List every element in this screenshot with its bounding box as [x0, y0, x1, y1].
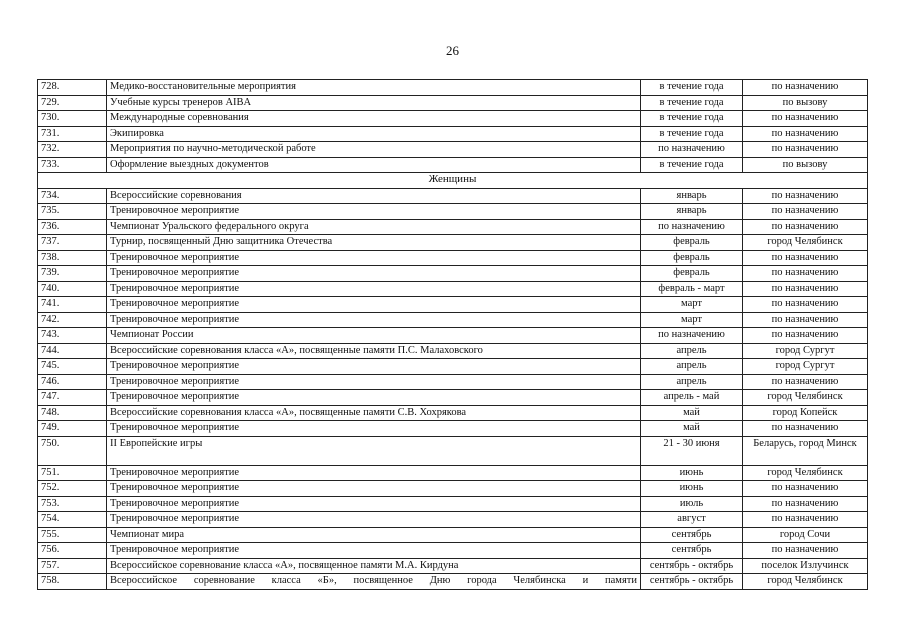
event-period-cell: май [641, 421, 743, 437]
table-row [38, 574, 868, 590]
table-row [38, 343, 868, 359]
row-number-cell: 742. [38, 312, 107, 328]
row-number-cell: 747. [38, 390, 107, 406]
row-number-cell: 756. [38, 543, 107, 559]
event-period-cell: по назначению [641, 219, 743, 235]
event-name-cell: Тренировочное мероприятие [107, 281, 641, 297]
event-name-cell: Тренировочное мероприятие [107, 312, 641, 328]
event-name-cell: Тренировочное мероприятие [107, 204, 641, 220]
table-row [38, 312, 868, 328]
event-name-cell: Мероприятия по научно-методической работе [107, 142, 641, 158]
event-place-cell: город Копейск [743, 405, 868, 421]
event-name-cell: Учебные курсы тренеров AIBA [107, 95, 641, 111]
row-number-cell: 743. [38, 328, 107, 344]
section-row [38, 173, 868, 189]
event-place-cell: по назначению [743, 142, 868, 158]
event-period-cell: в течение года [641, 80, 743, 96]
event-place-cell: по назначению [743, 126, 868, 142]
event-name-cell: Тренировочное мероприятие [107, 496, 641, 512]
table-row [38, 266, 868, 282]
event-period-cell: август [641, 512, 743, 528]
row-number-cell: 734. [38, 188, 107, 204]
row-number-cell: 729. [38, 95, 107, 111]
event-period-cell: 21 - 30 июня [641, 436, 743, 465]
row-number-cell: 739. [38, 266, 107, 282]
event-period-cell: февраль - март [641, 281, 743, 297]
event-place-cell: по назначению [743, 328, 868, 344]
table-row [38, 512, 868, 528]
event-place-cell: по назначению [743, 481, 868, 497]
row-number-cell: 744. [38, 343, 107, 359]
event-period-cell: в течение года [641, 95, 743, 111]
event-place-cell: Беларусь, город Минск [743, 436, 868, 465]
row-number-cell: 736. [38, 219, 107, 235]
event-place-cell: по назначению [743, 512, 868, 528]
event-name-cell: Тренировочное мероприятие [107, 250, 641, 266]
table-row [38, 250, 868, 266]
event-name-cell: Медико-восстановительные мероприятия [107, 80, 641, 96]
table-row [38, 405, 868, 421]
event-place-cell: по назначению [743, 312, 868, 328]
event-period-cell: в течение года [641, 126, 743, 142]
event-name-cell: Тренировочное мероприятие [107, 359, 641, 375]
event-place-cell: город Челябинск [743, 574, 868, 590]
event-period-cell: по назначению [641, 328, 743, 344]
event-period-cell: по назначению [641, 142, 743, 158]
table-row [38, 204, 868, 220]
event-place-cell: город Сургут [743, 359, 868, 375]
table-row [38, 95, 868, 111]
row-number-cell: 738. [38, 250, 107, 266]
event-place-cell: по назначению [743, 80, 868, 96]
event-name-cell: Тренировочное мероприятие [107, 390, 641, 406]
table-row [38, 436, 868, 465]
event-place-cell: по назначению [743, 374, 868, 390]
event-period-cell: февраль [641, 250, 743, 266]
row-number-cell: 754. [38, 512, 107, 528]
row-number-cell: 740. [38, 281, 107, 297]
table-row [38, 543, 868, 559]
event-name-cell: II Европейские игры [107, 436, 641, 465]
event-name-cell: Тренировочное мероприятие [107, 297, 641, 313]
event-name-cell: Тренировочное мероприятие [107, 512, 641, 528]
event-place-cell: по назначению [743, 188, 868, 204]
row-number-cell: 733. [38, 157, 107, 173]
table-row [38, 281, 868, 297]
event-period-cell: март [641, 297, 743, 313]
event-place-cell: по назначению [743, 543, 868, 559]
event-place-cell: город Челябинск [743, 390, 868, 406]
event-period-cell: сентябрь [641, 543, 743, 559]
row-number-cell: 758. [38, 574, 107, 590]
events-table [37, 79, 868, 590]
event-period-cell: сентябрь - октябрь [641, 558, 743, 574]
row-number-cell: 753. [38, 496, 107, 512]
event-period-cell: июнь [641, 465, 743, 481]
event-place-cell: поселок Излучинск [743, 558, 868, 574]
table-row [38, 374, 868, 390]
table-row [38, 157, 868, 173]
event-name-cell: Тренировочное мероприятие [107, 481, 641, 497]
event-place-cell: по назначению [743, 297, 868, 313]
table-row [38, 126, 868, 142]
row-number-cell: 735. [38, 204, 107, 220]
table-row [38, 359, 868, 375]
table-row [38, 527, 868, 543]
row-number-cell: 745. [38, 359, 107, 375]
row-number-cell: 746. [38, 374, 107, 390]
event-place-cell: по назначению [743, 496, 868, 512]
event-period-cell: июль [641, 496, 743, 512]
event-name-cell: Всероссийское соревнование класса «Б», посвященное Дню города Челябинска и памяти [107, 574, 641, 590]
table-row [38, 142, 868, 158]
event-place-cell: город Челябинск [743, 465, 868, 481]
event-period-cell: январь [641, 204, 743, 220]
event-period-cell: в течение года [641, 157, 743, 173]
event-place-cell: по назначению [743, 111, 868, 127]
row-number-cell: 737. [38, 235, 107, 251]
row-number-cell: 751. [38, 465, 107, 481]
table-row [38, 496, 868, 512]
event-period-cell: май [641, 405, 743, 421]
event-name-cell: Всероссийские соревнования класса «А», посвященные памяти П.С. Малаховского [107, 343, 641, 359]
event-place-cell: город Сургут [743, 343, 868, 359]
event-period-cell: апрель [641, 359, 743, 375]
event-place-cell: по вызову [743, 95, 868, 111]
table-row [38, 297, 868, 313]
row-number-cell: 755. [38, 527, 107, 543]
row-number-cell: 728. [38, 80, 107, 96]
event-period-cell: в течение года [641, 111, 743, 127]
event-period-cell: февраль [641, 266, 743, 282]
event-place-cell: по назначению [743, 204, 868, 220]
table-row [38, 219, 868, 235]
row-number-cell: 749. [38, 421, 107, 437]
event-period-cell: сентябрь [641, 527, 743, 543]
page-number: 26 [446, 43, 459, 58]
event-period-cell: март [641, 312, 743, 328]
row-number-cell: 757. [38, 558, 107, 574]
events-table-body [38, 80, 868, 173]
event-period-cell: июнь [641, 481, 743, 497]
event-name-cell: Оформление выездных документов [107, 157, 641, 173]
event-place-cell: по назначению [743, 266, 868, 282]
row-number-cell: 752. [38, 481, 107, 497]
events-table-body-women [38, 188, 868, 589]
event-place-cell: по назначению [743, 219, 868, 235]
row-number-cell: 732. [38, 142, 107, 158]
event-name-cell: Тренировочное мероприятие [107, 266, 641, 282]
event-period-cell: февраль [641, 235, 743, 251]
event-place-cell: город Челябинск [743, 235, 868, 251]
table-row [38, 80, 868, 96]
row-number-cell: 741. [38, 297, 107, 313]
event-period-cell: январь [641, 188, 743, 204]
event-period-cell: апрель [641, 374, 743, 390]
event-name-cell: Чемпионат России [107, 328, 641, 344]
event-period-cell: сентябрь - октябрь [641, 574, 743, 590]
event-name-cell: Всероссийское соревнование класса «А», посвященное памяти М.А. Кирдуна [107, 558, 641, 574]
table-row [38, 188, 868, 204]
event-place-cell: по назначению [743, 250, 868, 266]
event-name-cell: Тренировочное мероприятие [107, 465, 641, 481]
event-place-cell: по назначению [743, 281, 868, 297]
event-period-cell: апрель [641, 343, 743, 359]
section-title: Женщины [38, 173, 868, 189]
row-number-cell: 748. [38, 405, 107, 421]
table-row [38, 421, 868, 437]
table-row [38, 390, 868, 406]
table-row [38, 465, 868, 481]
table-row [38, 111, 868, 127]
event-name-cell: Всероссийские соревнования класса «А», посвященные памяти С.В. Хохрякова [107, 405, 641, 421]
event-name-cell: Чемпионат Уральского федерального округа [107, 219, 641, 235]
event-name-cell: Международные соревнования [107, 111, 641, 127]
section-row-group [38, 173, 868, 189]
row-number-cell: 731. [38, 126, 107, 142]
event-place-cell: по вызову [743, 157, 868, 173]
table-row [38, 558, 868, 574]
event-name-cell: Турнир, посвященный Дню защитника Отечества [107, 235, 641, 251]
table-row [38, 481, 868, 497]
event-place-cell: по назначению [743, 421, 868, 437]
row-number-cell: 750. [38, 436, 107, 465]
event-place-cell: город Сочи [743, 527, 868, 543]
event-name-cell: Тренировочное мероприятие [107, 543, 641, 559]
event-name-cell: Всероссийские соревнования [107, 188, 641, 204]
event-name-cell: Тренировочное мероприятие [107, 421, 641, 437]
event-name-cell: Экипировка [107, 126, 641, 142]
event-name-cell: Тренировочное мероприятие [107, 374, 641, 390]
table-row [38, 235, 868, 251]
table-row [38, 328, 868, 344]
row-number-cell: 730. [38, 111, 107, 127]
event-period-cell: апрель - май [641, 390, 743, 406]
event-name-cell: Чемпионат мира [107, 527, 641, 543]
